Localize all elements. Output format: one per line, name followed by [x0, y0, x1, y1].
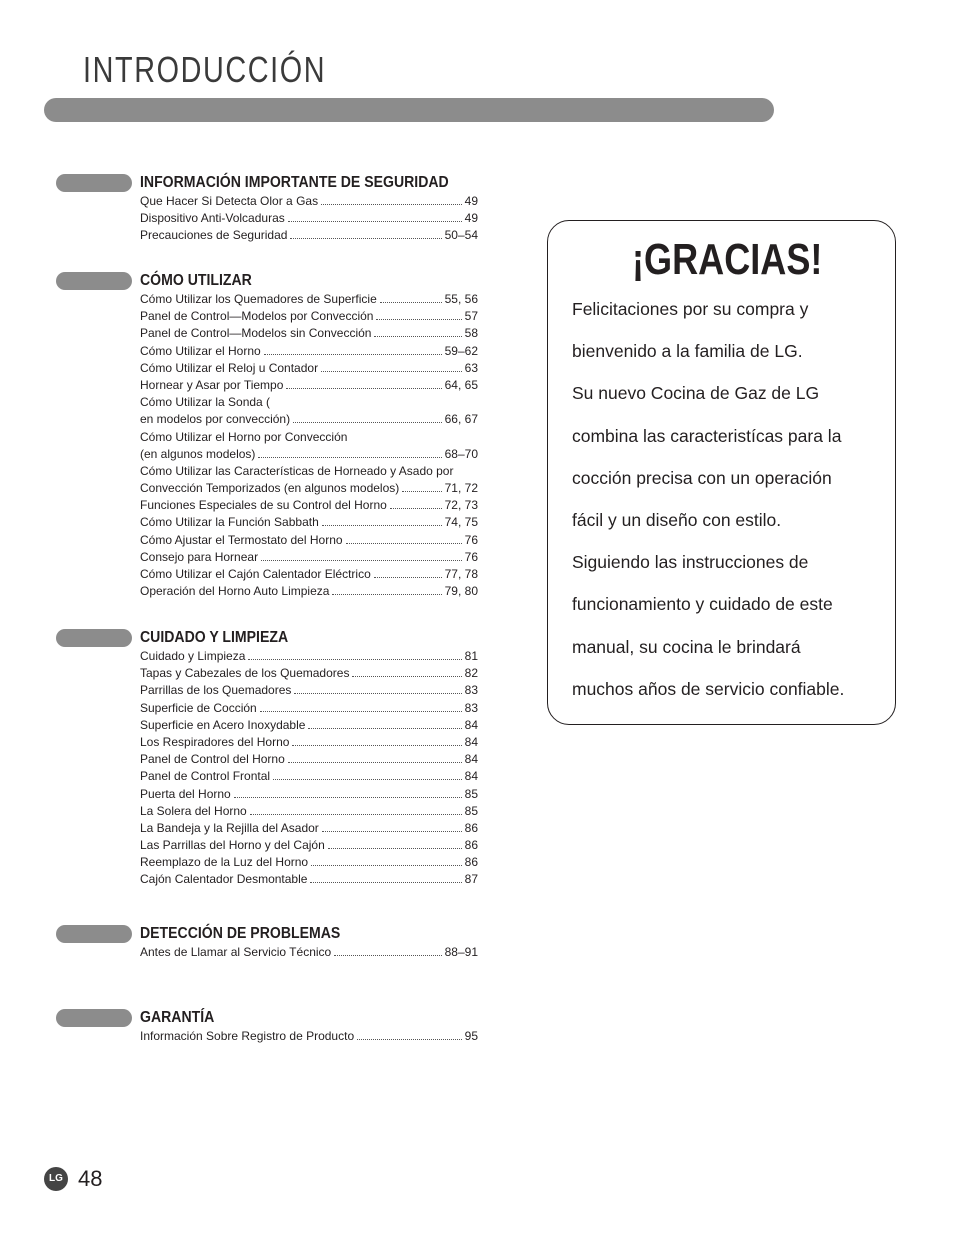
toc-entry — [140, 480, 478, 497]
toc-entries — [140, 1028, 478, 1045]
toc-entry-page: 68–70 — [444, 446, 478, 461]
toc-entry — [140, 786, 478, 803]
toc-entry-page: 63 — [464, 360, 478, 375]
toc-entry — [140, 854, 478, 871]
thanks-line: funcionamiento y cuidado de este — [572, 594, 833, 615]
toc-entry — [140, 717, 478, 734]
toc-entry-label: Cómo Utilizar el Cajón Calentador Eléctrico — [140, 567, 371, 581]
toc-entry-page: 49 — [464, 211, 478, 226]
dot-leader — [321, 360, 462, 372]
dot-leader — [374, 325, 461, 337]
thanks-line: fácil y un diseño con estilo. — [572, 510, 782, 531]
toc-entry-page: 71, 72 — [444, 481, 478, 496]
thanks-text — [572, 288, 892, 710]
dot-leader — [290, 227, 441, 239]
lg-logo-icon — [44, 1167, 68, 1191]
toc-entry — [140, 193, 478, 210]
toc-entry-page: 86 — [464, 855, 478, 870]
thanks-line: Felicitaciones por su compra y — [572, 299, 809, 319]
toc-entry — [140, 682, 478, 699]
dot-leader — [293, 411, 442, 423]
section-title: INFORMACIÓN IMPORTANTE DE SEGURIDAD — [140, 174, 449, 191]
toc-entry-label: Los Respiradores del Horno — [140, 734, 290, 749]
toc-entry-page: 79, 80 — [444, 584, 478, 599]
dot-leader — [376, 308, 461, 320]
dot-leader — [322, 514, 442, 526]
toc-entries — [140, 944, 478, 961]
dot-leader — [294, 682, 461, 694]
toc-entry — [140, 343, 478, 360]
dot-leader — [273, 768, 462, 780]
dot-leader — [288, 751, 462, 763]
dot-leader — [456, 464, 475, 475]
toc-entry-page: 76 — [464, 532, 478, 547]
toc-entry-page: 66, 67 — [444, 412, 478, 427]
dot-leader — [261, 549, 462, 561]
dot-leader — [321, 193, 462, 205]
thanks-line: Su nuevo Cocina de Gaz de LG — [572, 383, 820, 404]
toc-entry-page: 84 — [464, 734, 478, 749]
toc-entry-label: Precauciones de Seguridad — [140, 228, 288, 243]
toc-entry-page: 59–62 — [444, 343, 478, 358]
toc-entry-label: Cómo Utilizar el Reloj u Contador — [140, 360, 319, 375]
toc-entry — [140, 514, 478, 531]
toc-entry — [140, 803, 478, 820]
toc-entry — [140, 446, 478, 463]
dot-leader — [234, 786, 462, 798]
toc-entry-page: 81 — [464, 649, 478, 663]
toc-entry-page: 85 — [464, 786, 478, 801]
toc-entry — [140, 227, 478, 244]
toc-entry-label: Cómo Utilizar las Características de Horneado y Asado por — [140, 463, 454, 478]
dot-leader — [334, 944, 441, 956]
lg-logo-text: LG — [49, 1173, 63, 1184]
toc-entry-page: 49 — [464, 194, 478, 208]
toc-entry-label: Parrillas de los Quemadores — [140, 683, 292, 698]
toc-entry-page: 82 — [464, 666, 478, 681]
toc-entry-label: Cómo Utilizar el Horno — [140, 343, 261, 358]
toc-entry — [140, 837, 478, 854]
toc-entry-label: Panel de Control—Modelos por Convección — [140, 309, 374, 324]
toc-entry-label: Cómo Utilizar la Función Sabbath — [140, 515, 319, 530]
toc-entry-page: 76 — [464, 549, 478, 564]
toc-entry-page: 84 — [464, 769, 478, 784]
section-title: GARANTÍA — [140, 1009, 215, 1026]
toc-entry-page: 74, 75 — [444, 515, 478, 530]
toc-entry-page: 58 — [464, 326, 478, 341]
toc-entry-label: Superficie de Cocción — [140, 700, 257, 715]
dot-leader — [357, 1028, 462, 1040]
toc-entry-label: Las Parrillas del Horno y del Cajón — [140, 838, 325, 853]
dot-leader — [332, 583, 441, 595]
toc-entry — [140, 944, 478, 961]
thanks-line: manual, su cocina le brindará — [572, 636, 801, 657]
toc-entry — [140, 497, 478, 514]
dot-leader — [250, 803, 462, 815]
toc-entry-label: Reemplazo de la Luz del Horno — [140, 855, 309, 870]
toc-entry — [140, 648, 478, 665]
dot-leader — [328, 837, 462, 849]
toc-entry — [140, 210, 478, 227]
toc-entries — [140, 193, 478, 245]
toc-entry-page: 84 — [464, 752, 478, 767]
toc-entry — [140, 308, 478, 325]
dot-leader — [258, 446, 441, 458]
section-marker — [56, 925, 132, 943]
toc-entry — [140, 751, 478, 768]
toc-entry-page: 84 — [464, 717, 478, 732]
toc-entry — [140, 871, 478, 888]
toc-entry-page: 83 — [464, 683, 478, 698]
thanks-title: ¡GRACIAS! — [632, 235, 823, 284]
toc-entry-page: 85 — [464, 803, 478, 818]
toc-entry-page: 50–54 — [444, 228, 478, 243]
toc-entry — [140, 411, 478, 428]
toc-entry-label: Panel de Control del Horno — [140, 752, 285, 767]
toc-entry — [140, 291, 478, 308]
toc-entry-label: Cómo Utilizar los Quemadores de Superficie — [140, 292, 377, 306]
toc-entry-label: (en algunos modelos) — [140, 446, 256, 461]
toc-entry-label: Panel de Control—Modelos sin Convección — [140, 326, 372, 341]
toc-entry — [140, 377, 478, 394]
thanks-line: bienvenido a la familia de LG. — [572, 341, 803, 362]
toc-entry — [140, 463, 478, 480]
toc-entry-page: 83 — [464, 700, 478, 715]
dot-leader — [352, 665, 461, 677]
toc-entry-label: Antes de Llamar al Servicio Técnico — [140, 945, 332, 959]
toc-entry-label: Dispositivo Anti-Volcaduras — [140, 211, 285, 226]
toc-entry-label: Puerta del Horno — [140, 786, 231, 801]
toc-entry-page: 88–91 — [444, 945, 478, 959]
toc-entry-label: Que Hacer Si Detecta Olor a Gas — [140, 194, 319, 208]
dot-leader — [374, 566, 442, 578]
toc-entry-page: 64, 65 — [444, 377, 478, 392]
toc-entry-label: Superficie en Acero Inoxydable — [140, 717, 306, 732]
toc-entry-label: Tapas y Cabezales de los Quemadores — [140, 666, 350, 681]
toc-entry-page: 86 — [464, 820, 478, 835]
thanks-line: cocción precisa con un operación — [572, 467, 832, 488]
toc-entry-label: La Bandeja y la Rejilla del Asador — [140, 820, 319, 835]
toc-entry — [140, 665, 478, 682]
dot-leader — [308, 717, 461, 729]
toc-entry — [140, 549, 478, 566]
toc-entry — [140, 429, 478, 446]
title-bar — [44, 98, 774, 122]
toc-entry — [140, 583, 478, 600]
thanks-line: muchos años de servicio confiable. — [572, 678, 845, 699]
section-title: CÓMO UTILIZAR — [140, 272, 252, 289]
dot-leader — [380, 291, 442, 303]
dot-leader — [264, 343, 442, 355]
toc-entry-page: 72, 73 — [444, 498, 478, 513]
dot-leader — [311, 854, 462, 866]
dot-leader — [248, 648, 461, 660]
page-title: INTRODUCCIÓN — [83, 49, 327, 90]
toc-entry-page: 55, 56 — [444, 292, 478, 306]
section-marker — [56, 629, 132, 647]
toc-entry-label: Información Sobre Registro de Producto — [140, 1029, 355, 1043]
toc-entry-label: Cómo Ajustar el Termostato del Horno — [140, 532, 343, 547]
toc-entry — [140, 1028, 478, 1045]
toc-entry-page: 95 — [464, 1029, 478, 1043]
dot-leader — [286, 377, 441, 389]
toc-entries — [140, 648, 478, 889]
toc-entry — [140, 768, 478, 785]
toc-entry — [140, 566, 478, 583]
toc-entry-label: Panel de Control Frontal — [140, 769, 271, 784]
toc-entry-page: 86 — [464, 838, 478, 853]
thanks-line: Siguiendo las instrucciones de — [572, 552, 809, 573]
dot-leader — [322, 820, 462, 832]
toc-entry — [140, 700, 478, 717]
toc-entry — [140, 734, 478, 751]
toc-entry-page: 77, 78 — [444, 567, 478, 581]
toc-entry-label: Cuidado y Limpieza — [140, 649, 246, 663]
dot-leader — [350, 430, 475, 441]
dot-leader — [390, 497, 442, 509]
dot-leader — [260, 700, 462, 712]
toc-entry-label: Cómo Utilizar el Horno por Convección — [140, 429, 348, 444]
dot-leader — [346, 532, 462, 544]
dot-leader — [292, 734, 461, 746]
toc-entry-label: Operación del Horno Auto Limpieza — [140, 584, 330, 599]
toc-entry — [140, 532, 478, 549]
section-marker — [56, 272, 132, 290]
toc-entry-label: en modelos por convección) — [140, 412, 291, 427]
toc-entry-page: 57 — [464, 309, 478, 324]
toc-entry — [140, 394, 478, 411]
section-marker — [56, 1009, 132, 1027]
toc-entry-label: Funciones Especiales de su Control del Horno — [140, 498, 387, 513]
toc-entry — [140, 325, 478, 342]
toc-entry-label: Hornear y Asar por Tiempo — [140, 377, 284, 392]
page-number: 48 — [78, 1166, 103, 1191]
toc-entry-label: Consejo para Hornear — [140, 549, 259, 564]
toc-entry-label: Cómo Utilizar la Sonda ( — [140, 395, 271, 410]
dot-leader — [310, 871, 461, 883]
dot-leader — [402, 480, 441, 492]
toc-entries — [140, 291, 478, 600]
toc-entry-page: 87 — [464, 872, 478, 887]
toc-entry-label: Convección Temporizados (en algunos modelos) — [140, 481, 400, 496]
section-title: DETECCIÓN DE PROBLEMAS — [140, 925, 341, 942]
thanks-line: combina las caracteristícas para la — [572, 425, 842, 446]
dot-leader — [288, 210, 462, 222]
section-title: CUIDADO Y LIMPIEZA — [140, 629, 289, 646]
toc-entry-label: La Solera del Horno — [140, 803, 247, 818]
toc-entry-label: Cajón Calentador Desmontable — [140, 872, 308, 887]
toc-entry — [140, 820, 478, 837]
dot-leader — [273, 395, 475, 406]
toc-entry — [140, 360, 478, 377]
section-marker — [56, 174, 132, 192]
